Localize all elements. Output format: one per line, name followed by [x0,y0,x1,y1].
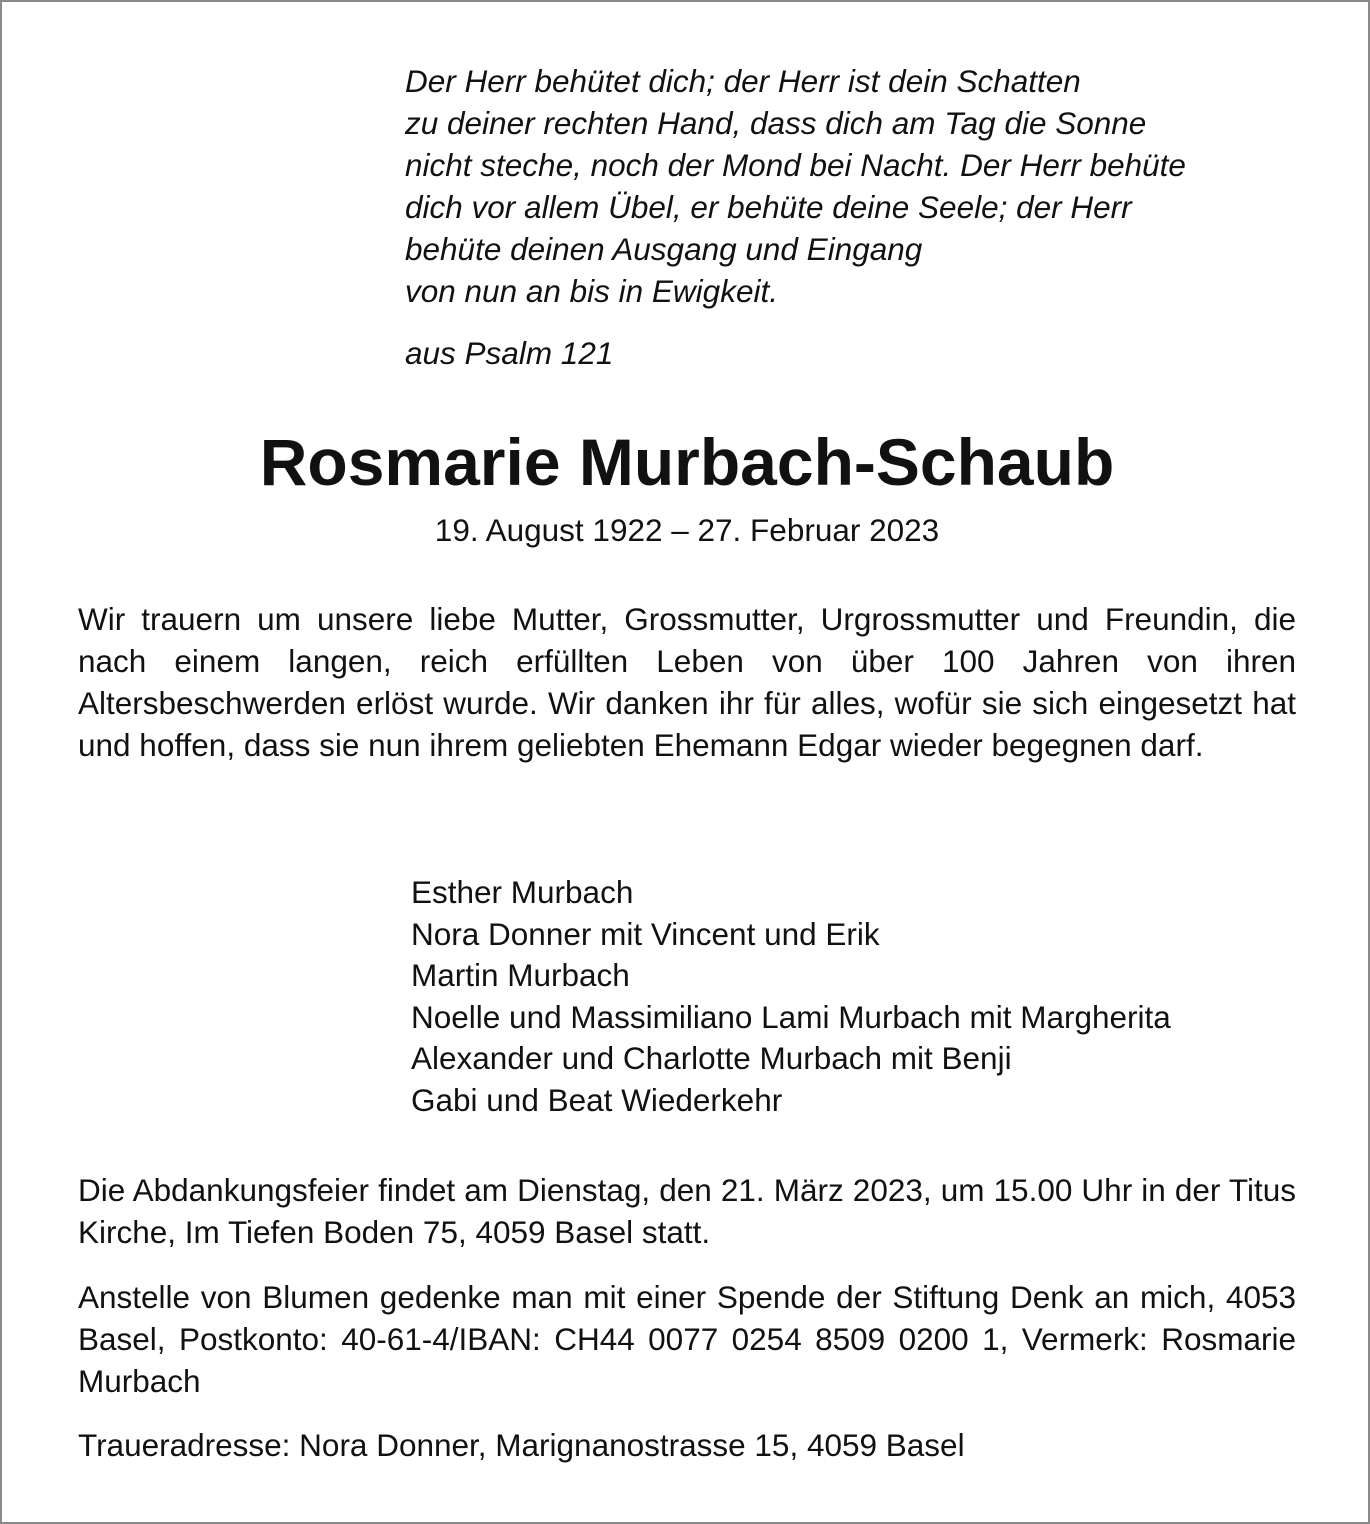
ceremony-info: Die Abdankungsfeier findet am Dienstag, den 21. März 2023, um 15.00 Uhr in der Titus Kirche, Im Tiefen Boden 75, 4059 Basel statt. [78,1172,1296,1250]
verse-line: dich vor allem Übel, er behüte deine Seele; der Herr [405,189,1132,225]
psalm-verse [405,60,1325,312]
donation-info: Anstelle von Blumen gedenke man mit einer Spende der Stiftung Denk an mich, 4053 Basel, Postkonto: 40-61-4/IBAN: CH44 0077 0254 8509 0200 1, Vermerk: Rosmarie Murbach [78,1279,1296,1399]
mourner-entry: Gabi und Beat Wiederkehr [411,1081,783,1118]
life-dates: 19. August 1922 – 27. Februar 2023 [434,512,940,548]
mourning-text: Wir trauern um unsere liebe Mutter, Grossmutter, Urgrossmutter und Freundin, die nach einem langen, reich erfüllten Leben von über 100 Jahren von ihren Altersbeschwerden erlöst wurde. Wir danken ihr für alles, wofür sie sich eingesetzt hat und hoffen, dass sie nun ihrem geliebten Ehemann Edgar wieder begegnen darf. [78,601,1296,763]
mourner-entry: Nora Donner mit Vincent und Erik [411,915,880,952]
deceased-name: Rosmarie Murbach-Schaub [259,425,1115,499]
verse-line: behüte deinen Ausgang und Eingang [405,231,923,267]
mourners-list [411,872,1171,1121]
verse-line: von nun an bis in Ewigkeit. [405,273,778,309]
mourner-entry: Esther Murbach [411,874,634,910]
mourning-address: Traueradresse: Nora Donner, Marignanostrasse 15, 4059 Basel [78,1427,965,1463]
verse-line: zu deiner rechten Hand, dass dich am Tag die Sonne [405,105,1147,141]
mourner-entry: Noelle und Massimiliano Lami Murbach mit Margherita [411,998,1171,1035]
verse-line: nicht steche, noch der Mond bei Nacht. Der Herr behüte [405,147,1186,183]
mourner-entry: Alexander und Charlotte Murbach mit Benji [411,1040,1012,1076]
verse-source: aus Psalm 121 [405,335,614,371]
mourner-entry: Martin Murbach [411,957,630,993]
verse-line: Der Herr behütet dich; der Herr ist dein Schatten [405,63,1081,99]
